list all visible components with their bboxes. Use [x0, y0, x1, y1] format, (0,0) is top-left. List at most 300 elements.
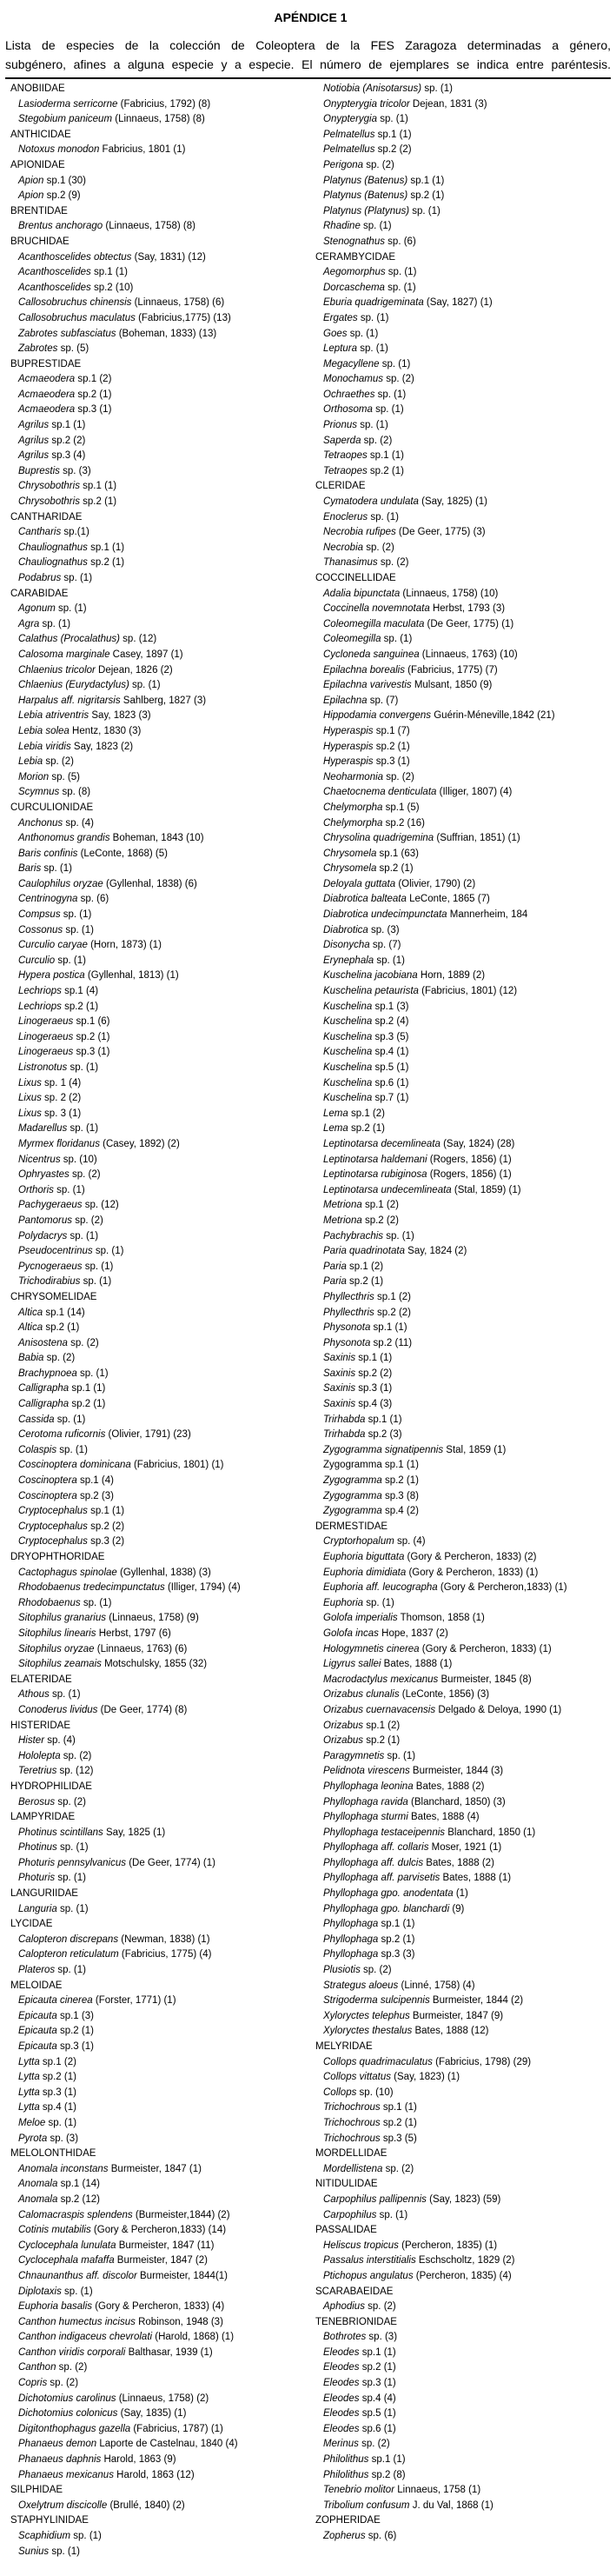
species-entry: Canthon viridis corporali Balthasar, 1939 (1) [18, 2346, 213, 2358]
species-entry: Phyllophaga leonina Bates, 1888 (2) [323, 1781, 485, 1792]
species-name: Perigona [323, 159, 364, 170]
species-name: Rhodobaenus tredecimpunctatus [18, 1582, 165, 1594]
species-name: Anomala inconstans [18, 2163, 109, 2174]
species-entry: Anthonomus grandis Boheman, 1843 (10) [18, 833, 204, 844]
intro-line-1: Lista de especies de la colección de Coleoptera de la FES Zaragoza determinadas a género, [5, 38, 611, 52]
species-entry: Zygogramma sp.1 (1) [323, 1460, 419, 1471]
species-entry: Compsus sp. (1) [18, 909, 92, 921]
species-name: Epicauta [18, 2026, 57, 2037]
species-name: Eleodes [323, 2378, 360, 2389]
species-name: Coccinella novemnotata [323, 603, 430, 615]
species-entry: Acanthoscelides obtectus (Say, 1831) (12) [18, 251, 206, 263]
species-name: Anomala [18, 2179, 58, 2190]
species-name: Lebia solea [18, 725, 70, 736]
species-name: Teretrius [18, 1766, 57, 1777]
species-name: Cossonus [18, 924, 63, 935]
species-name: Calathus (Procalathus) [18, 634, 120, 645]
species-name: Nicentrus [18, 1154, 61, 1165]
species-entry: Brentus anchorago (Linnaeus, 1758) (8) [18, 221, 195, 232]
species-entry: Macrodactylus mexicanus Burmeister, 1845 (8) [323, 1674, 532, 1685]
species-entry: Eleodes sp.2 (1) [323, 2362, 396, 2373]
species-entry: Cyclocephala mafaffa Burmeister, 1847 (2) [18, 2255, 208, 2266]
species-entry: Platynus (Batenus) sp.1 (1) [323, 175, 445, 186]
species-entry: Conoderus lividus (De Geer, 1774) (8) [18, 1704, 188, 1715]
species-name: Calopteron discrepans [18, 1934, 119, 1945]
species-entry: Phyllophaga sp.2 (1) [323, 1934, 415, 1945]
species-name: Leptinotarsa haldemani [323, 1154, 427, 1165]
family-header: CARABIDAE [10, 588, 69, 599]
species-entry: Calopteron reticulatum (Fabricius, 1775) (4) [18, 1949, 212, 1960]
species-entry: Hyperaspis sp.1 (7) [323, 725, 410, 736]
species-name: Acmaeodera [18, 374, 76, 385]
species-entry: Cotinis mutabilis (Gory & Percheron,1833) (14) [18, 2225, 227, 2236]
species-name: Plateros [18, 1965, 56, 1976]
species-name: Disonycha [323, 940, 370, 951]
species-entry: Epicauta sp.2 (1) [18, 2026, 94, 2037]
species-entry: Ophryastes sp. (2) [18, 1169, 101, 1181]
species-entry: Aegomorphus sp. (1) [323, 267, 417, 278]
species-name: Notiobia (Anisotarsus) [323, 83, 422, 94]
species-name: Eleodes [323, 2362, 360, 2373]
species-entry: Sitophilus zeamais Motschulsky, 1855 (32) [18, 1659, 208, 1670]
species-entry: Merinus sp. (2) [323, 2439, 390, 2450]
page-title: APÉNDICE 1 [274, 10, 348, 24]
species-name: Erynephala [323, 955, 374, 966]
species-name: Ptichopus angulatus [323, 2270, 414, 2281]
species-entry: Thanasimus sp. (2) [323, 557, 409, 569]
species-entry: Phyllophaga aff. collaris Moser, 1921 (1) [323, 1842, 502, 1854]
species-entry: Kuschelina sp.1 (3) [323, 1001, 409, 1012]
family-header: LANGURIIDAE [10, 1888, 78, 1900]
species-entry: Sitophilus oryzae (Linnaeus, 1763) (6) [18, 1643, 188, 1654]
species-name: Berosus [18, 1796, 56, 1807]
species-entry: Berosus sp. (2) [18, 1796, 86, 1807]
species-name: Agrilus [18, 435, 50, 446]
species-name: Paria [323, 1261, 347, 1272]
species-entry: Golofa imperialis Thomson, 1858 (1) [323, 1613, 485, 1624]
species-entry: Cycloneda sanguinea (Linnaeus, 1763) (10) [323, 649, 518, 660]
species-entry: Zygogramma sp.2 (1) [323, 1475, 419, 1487]
species-name: Tenebrio molitor [323, 2485, 395, 2496]
species-name: Physonota [323, 1337, 371, 1348]
species-name: Epicauta [18, 2010, 57, 2021]
species-entry: Pantomorus sp. (2) [18, 1215, 103, 1226]
species-entry: Disonycha sp. (7) [323, 940, 401, 951]
species-entry: Chnaunanthus aff. discolor Burmeister, 1844(1) [18, 2270, 228, 2281]
species-entry: Trirhabda sp.2 (3) [323, 1429, 402, 1441]
species-entry: Philolithus sp.2 (8) [323, 2469, 406, 2480]
species-entry: Epicauta sp.1 (3) [18, 2010, 94, 2021]
species-name: Euphoria aff. leucographa [323, 1582, 438, 1594]
species-entry: Lixus sp. 3 (1) [18, 1108, 82, 1119]
species-name: Lema [323, 1123, 348, 1135]
species-name: Oxelytrum discicolle [18, 2499, 108, 2511]
species-entry: Golofa incas Hope, 1837 (2) [323, 1627, 448, 1639]
species-entry: Leptinotarsa rubiginosa (Rogers, 1856) (1) [323, 1169, 512, 1181]
species-entry: Epilachna borealis (Fabricius, 1775) (7) [323, 664, 498, 676]
species-name: Baris [18, 863, 42, 875]
species-entry: Chrysobothris sp.2 (1) [18, 496, 117, 508]
species-entry: Tetraopes sp.1 (1) [323, 450, 404, 462]
species-entry: Agonum sp. (1) [18, 603, 87, 615]
species-name: Linogeraeus [18, 1047, 74, 1058]
species-entry: Phyllophaga sturmi Bates, 1888 (4) [323, 1812, 480, 1823]
species-name: Platynus (Batenus) [323, 175, 408, 186]
species-name: Compsus [18, 909, 61, 921]
species-entry: Hologymnetis cinerea (Gory & Percheron, 1833) (1) [323, 1643, 552, 1654]
species-entry: Orthoris sp. (1) [18, 1184, 85, 1195]
species-name: Coleomegilla [323, 634, 381, 645]
species-name: Necrobia [323, 542, 364, 553]
species-entry: Zygogramma signatipennis Stal, 1859 (1) [323, 1444, 507, 1455]
family-header: HISTERIDAE [10, 1720, 71, 1731]
species-entry: Phyllophaga aff. dulcis Bates, 1888 (2) [323, 1857, 494, 1868]
species-entry: Megacyllene sp. (1) [323, 358, 411, 369]
species-name: Curculio caryae [18, 940, 88, 951]
species-entry: Pelidnota virescens Burmeister, 1844 (3) [323, 1766, 504, 1777]
species-entry: Eleodes sp.1 (1) [323, 2346, 396, 2358]
species-entry: Agrilus sp.3 (4) [18, 450, 86, 462]
species-name: Cyclocephala mafaffa [18, 2255, 115, 2266]
species-entry: Harpalus aff. nigritarsis Sahlberg, 1827 (3) [18, 695, 207, 706]
species-name: Trichochrous [323, 2102, 381, 2113]
species-entry: Phanaeus mexicanus Harold, 1863 (12) [18, 2469, 195, 2480]
species-name: Pyrota [18, 2133, 48, 2144]
species-entry: Hyperaspis sp.2 (1) [323, 741, 410, 752]
species-name: Myrmex floridanus [18, 1138, 100, 1149]
species-entry: Eleodes sp.4 (4) [323, 2393, 396, 2404]
species-name: Chelymorpha [323, 817, 383, 829]
species-name: Stegobium paniceum [18, 114, 113, 125]
species-entry: Calligrapha sp.1 (1) [18, 1383, 106, 1395]
species-name: Phyllecthris [323, 1291, 374, 1302]
species-name: Trichochrous [323, 2133, 381, 2144]
species-entry: Stegobium paniceum (Linnaeus, 1758) (8) [18, 114, 205, 125]
species-entry: Dichotomius colonicus (Say, 1835) (1) [18, 2408, 187, 2420]
species-name: Orizabus clunalis [323, 1689, 400, 1701]
family-header: CURCULIONIDAE [10, 802, 94, 813]
species-entry: Agrilus sp.2 (2) [18, 435, 86, 446]
species-entry: Notiobia (Anisotarsus) sp. (1) [323, 83, 453, 94]
species-entry: Philolithus sp.1 (1) [323, 2454, 406, 2466]
species-name: Baris confinis [18, 848, 78, 859]
species-name: Macrodactylus mexicanus [323, 1674, 439, 1685]
species-entry: Adalia bipunctata (Linnaeus, 1758) (10) [323, 588, 499, 599]
species-entry: Saxinis sp.4 (3) [323, 1399, 393, 1410]
species-name: Kuschelina [323, 1001, 373, 1012]
species-entry: Saxinis sp.3 (1) [323, 1383, 393, 1395]
species-entry: Plusiotis sp. (2) [323, 1965, 392, 1976]
species-entry: Leptura sp. (1) [323, 343, 388, 355]
species-name: Photinus scintillans [18, 1827, 103, 1838]
species-entry: Passalus interstitialis Eschscholtz, 1829 (2) [323, 2255, 515, 2266]
species-entry: Notoxus monodon Fabricius, 1801 (1) [18, 144, 186, 156]
species-name: Pachybrachis [323, 1230, 384, 1241]
species-name: Meloe [18, 2117, 46, 2128]
species-entry: Carpophilus sp. (1) [323, 2209, 408, 2220]
species-name: Necrobia rufipes [323, 527, 396, 538]
species-name: Metriona [323, 1215, 362, 1226]
species-name: Polydacrys [18, 1230, 68, 1241]
species-name: Calomacraspis splendens [18, 2209, 133, 2220]
species-entry: Kuschelina sp.6 (1) [323, 1077, 409, 1088]
species-entry: Chaetocnema denticulata (Illiger, 1807) (4) [323, 787, 513, 798]
species-entry: Orizabus sp.2 (1) [323, 1735, 401, 1747]
species-entry: Callosobruchus maculatus (Fabricius,1775) (13) [18, 312, 231, 323]
species-entry: Calopteron discrepans (Newman, 1838) (1) [18, 1934, 210, 1945]
species-entry: Lebia sp. (2) [18, 756, 74, 768]
species-name: Hyperaspis [323, 741, 374, 752]
species-name: Athous [18, 1689, 50, 1701]
species-name: Altica [18, 1322, 43, 1334]
species-name: Merinus [323, 2439, 359, 2450]
species-name: Chauliognathus [18, 542, 88, 553]
species-name: Chrysomela [323, 848, 377, 859]
species-entry: Hololepta sp. (2) [18, 1750, 92, 1761]
species-name: Epicauta cinerea [18, 1995, 93, 2007]
family-header: ELATERIDAE [10, 1674, 72, 1685]
species-name: Thanasimus [323, 557, 378, 569]
species-name: Paria quadrinotata [323, 1246, 405, 1257]
species-name: Sitophilus linearis [18, 1627, 96, 1639]
species-entry: Leptinotarsa haldemani (Rogers, 1856) (1) [323, 1154, 512, 1165]
family-header: SILPHIDAE [10, 2485, 63, 2496]
species-entry: Canthon sp. (2) [18, 2362, 88, 2373]
species-name: Sitophilus zeamais [18, 1659, 102, 1670]
species-name: Orthosoma [323, 404, 373, 416]
species-name: Kuschelina [323, 1047, 373, 1058]
family-header: BRENTIDAE [10, 205, 68, 216]
species-name: Strigoderma sulcipennis [323, 1995, 430, 2007]
species-entry: Xyloryctes telephus Burmeister, 1847 (9) [323, 2010, 504, 2021]
species-entry: Cryptorhopalum sp. (4) [323, 1536, 426, 1548]
species-entry: Rhodobaenus sp. (1) [18, 1597, 112, 1608]
species-name: Photuris pennsylvanicus [18, 1857, 127, 1868]
species-entry: Leptinotarsa decemlineata (Say, 1824) (28) [323, 1138, 515, 1149]
species-name: Hippodamia convergens [323, 710, 432, 722]
species-name: Strategus aloeus [323, 1980, 399, 1991]
species-entry: Languria sp. (1) [18, 1903, 89, 1914]
species-name: Chrysobothris [18, 496, 80, 508]
family-header: ANOBIIDAE [10, 83, 65, 94]
species-name: Phyllophaga gpo. anodentata [323, 1888, 454, 1900]
species-name: Paragymnetis [323, 1750, 385, 1761]
species-name: Pelidnota virescens [323, 1766, 410, 1777]
species-entry: Enoclerus sp. (1) [323, 511, 399, 523]
species-entry: Tetraopes sp.2 (1) [323, 465, 404, 476]
species-name: Agrilus [18, 420, 50, 431]
species-name: Scaphidium [18, 2531, 71, 2541]
species-name: Lytta [18, 2072, 40, 2083]
species-name: Acanthoscelides obtectus [18, 251, 132, 263]
species-entry: Lytta sp.2 (1) [18, 2072, 76, 2083]
species-entry: Chrysomela sp.1 (63) [323, 848, 419, 859]
family-header: DERMESTIDAE [315, 1521, 388, 1532]
species-entry: Pseudocentrinus sp. (1) [18, 1246, 124, 1257]
species-entry: Metriona sp.1 (2) [323, 1200, 399, 1211]
species-name: Linogeraeus [18, 1031, 74, 1042]
species-name: Ophryastes [18, 1169, 70, 1181]
species-name: Callosobruchus maculatus [18, 312, 136, 323]
species-entry: Acmaeodera sp.2 (1) [18, 389, 112, 400]
species-name: Stenognathus [323, 236, 385, 247]
species-name: Phyllophaga aff. dulcis [323, 1857, 424, 1868]
species-entry: Pyrota sp. (3) [18, 2133, 79, 2144]
species-name: Eleodes [323, 2423, 360, 2434]
species-entry: Kuschelina sp.4 (1) [323, 1047, 409, 1058]
species-name: Leptinotarsa undecemlineata [323, 1184, 452, 1195]
species-name: Morion [18, 771, 50, 782]
species-entry: Orizabus cuernavacensis Delgado & Deloya, 1990 (1) [323, 1704, 562, 1715]
species-name: Cryptocephalus [18, 1506, 88, 1517]
species-name: Lechriops [18, 1001, 62, 1012]
species-entry: Phanaeus demon Laporte de Castelnau, 1840 (4) [18, 2439, 238, 2450]
species-entry: Anomala inconstans Burmeister, 1847 (1) [18, 2163, 202, 2174]
species-entry: Eleodes sp.5 (1) [323, 2408, 396, 2420]
column-right [315, 82, 611, 2559]
species-entry: Baris confinis (LeConte, 1868) (5) [18, 848, 168, 859]
species-name: Phanaeus mexicanus [18, 2469, 114, 2480]
species-name: Orizabus [323, 1735, 364, 1747]
species-entry: Phyllophaga gpo. anodentata (1) [323, 1888, 468, 1900]
species-entry: Zabrotes sp. (5) [18, 343, 89, 355]
species-name: Acanthoscelides [18, 267, 91, 278]
species-entry: Scaphidium sp. (1) [18, 2531, 102, 2541]
species-name: Centrinogyna [18, 894, 78, 905]
species-name: Phanaeus daphnis [18, 2454, 102, 2466]
species-entry: Kuschelina sp.2 (4) [323, 1016, 409, 1028]
species-entry: Cantharis sp.(1) [18, 527, 89, 538]
species-entry: Dorcaschema sp. (1) [323, 282, 416, 293]
species-name: Lema [323, 1108, 348, 1119]
species-name: Lebia [18, 756, 43, 768]
species-name: Cryptocephalus [18, 1521, 88, 1532]
species-entry: Ligyrus sallei Bates, 1888 (1) [323, 1659, 453, 1670]
species-entry: Scymnus sp. (8) [18, 787, 91, 798]
species-name: Paria [323, 1276, 347, 1288]
species-name: Apion [18, 175, 44, 186]
species-name: Lytta [18, 2102, 40, 2113]
species-name: Madarellus [18, 1123, 68, 1135]
species-name: Trirhabda [323, 1429, 366, 1441]
species-name: Hyperaspis [323, 756, 374, 768]
species-entry: Leptinotarsa undecemlineata (Stal, 1859) (1) [323, 1184, 521, 1195]
species-entry: Calathus (Procalathus) sp. (12) [18, 634, 157, 645]
species-entry: Acanthoscelides sp.2 (10) [18, 282, 134, 293]
species-name: Scymnus [18, 787, 60, 798]
species-name: Orizabus cuernavacensis [323, 1704, 436, 1715]
species-name: Chauliognathus [18, 557, 88, 569]
species-entry: Coscinoptera sp.2 (3) [18, 1490, 114, 1501]
species-entry: Kuschelina petaurista (Fabricius, 1801) (12) [323, 986, 518, 997]
species-name: Kuschelina [323, 1016, 373, 1028]
species-name: Coscinoptera [18, 1490, 77, 1501]
species-entry: Coleomegilla sp. (1) [323, 634, 413, 645]
species-entry: Buprestis sp. (3) [18, 465, 91, 476]
species-entry: Epicauta cinerea (Forster, 1771) (1) [18, 1995, 176, 2007]
species-name: Cantharis [18, 527, 62, 538]
species-name: Ergates [323, 312, 358, 323]
species-entry: Canthon indigaceus chevrolati (Harold, 1868) (1) [18, 2332, 235, 2343]
species-entry: Phyllophaga ravida (Blanchard, 1850) (3) [323, 1796, 506, 1807]
family-header: MELYRIDAE [315, 2041, 373, 2052]
species-entry: Paria quadrinotata Say, 1824 (2) [323, 1246, 467, 1257]
species-entry: Phyllecthris sp.2 (2) [323, 1307, 411, 1318]
species-name: Canthon viridis corporali [18, 2346, 126, 2358]
species-name: Linogeraeus [18, 1016, 74, 1028]
species-name: Diplotaxis [18, 2286, 62, 2297]
species-name: Zygogramma [323, 1475, 382, 1487]
species-name: Orthoris [18, 1184, 54, 1195]
species-entry: Saxinis sp.2 (2) [323, 1368, 393, 1379]
species-entry: Diabrotica sp. (3) [323, 924, 400, 935]
species-name: Acanthoscelides [18, 282, 91, 293]
species-entry: Rhodobaenus tredecimpunctatus (Illiger, 1794) (4) [18, 1582, 241, 1594]
species-entry: Calosoma marginale Casey, 1897 (1) [18, 649, 183, 660]
species-entry: Chauliognathus sp.1 (1) [18, 542, 125, 553]
species-name: Philolithus [323, 2454, 369, 2466]
species-entry: Lechriops sp.1 (4) [18, 986, 99, 997]
species-entry: Lytta sp.3 (1) [18, 2087, 76, 2098]
species-name: Conoderus lividus [18, 1704, 98, 1715]
family-header: MORDELLIDAE [315, 2148, 387, 2160]
species-entry: Bothrotes sp. (3) [323, 2332, 398, 2343]
species-name: Pachygeraeus [18, 1200, 83, 1211]
species-entry: Trichochrous sp.3 (5) [323, 2133, 417, 2144]
species-name: Tribolium confusum [323, 2499, 410, 2511]
species-entry: Chelymorpha sp.2 (16) [323, 817, 425, 829]
species-name: Platynus (Platynus) [323, 205, 410, 216]
family-header: CHRYSOMELIDAE [10, 1291, 97, 1302]
species-name: Cassida [18, 1414, 55, 1425]
species-entry: Stenognathus sp. (6) [323, 236, 416, 247]
species-name: Adalia bipunctata [323, 588, 401, 599]
species-entry: Lema sp.2 (1) [323, 1123, 385, 1135]
species-entry: Curculio caryae (Horn, 1873) (1) [18, 940, 162, 951]
species-name: Onypterygia [323, 114, 378, 125]
species-entry: Phyllophaga sp.1 (1) [323, 1919, 415, 1930]
species-entry: Agrilus sp.1 (1) [18, 420, 86, 431]
species-name: Podabrus [18, 573, 62, 583]
species-entry: Kuschelina sp.3 (5) [323, 1031, 409, 1042]
species-entry: Ochraethes sp. (1) [323, 389, 407, 400]
species-name: Saxinis [323, 1368, 356, 1379]
species-entry: Brachypnoea sp. (1) [18, 1368, 109, 1379]
species-entry: Prionus sp. (1) [323, 420, 388, 431]
species-name: Euphoria dimidiata [323, 1567, 407, 1578]
species-name: Phyllophaga aff. parvisetis [323, 1873, 440, 1884]
species-entry: Eburia quadrigeminata (Say, 1827) (1) [323, 297, 493, 309]
species-name: Phyllophaga sturmi [323, 1812, 408, 1823]
species-entry: Anomala sp.1 (14) [18, 2179, 100, 2190]
species-name: Trichodirabius [18, 1276, 81, 1288]
species-name: Metriona [323, 1200, 362, 1211]
species-entry: Physonota sp.2 (11) [323, 1337, 413, 1348]
species-name: Pantomorus [18, 1215, 73, 1226]
family-header: MELOLONTHIDAE [10, 2148, 96, 2160]
species-entry: Onypterygia tricolor Dejean, 1831 (3) [323, 98, 487, 110]
species-entry: Coleomegilla maculata (De Geer, 1775) (1) [323, 618, 514, 629]
species-entry: Altica sp.1 (14) [18, 1307, 85, 1318]
species-entry: Calomacraspis splendens (Burmeister,1844) (2) [18, 2209, 230, 2220]
species-entry: Cryptocephalus sp.1 (1) [18, 1506, 125, 1517]
species-entry: Agra sp. (1) [18, 618, 71, 629]
species-name: Megacyllene [323, 358, 380, 369]
species-entry: Trichodirabius sp. (1) [18, 1276, 112, 1288]
species-entry: Cossonus sp. (1) [18, 924, 94, 935]
species-entry: Necrobia sp. (2) [323, 542, 394, 553]
species-entry: Neoharmonia sp. (2) [323, 771, 414, 782]
